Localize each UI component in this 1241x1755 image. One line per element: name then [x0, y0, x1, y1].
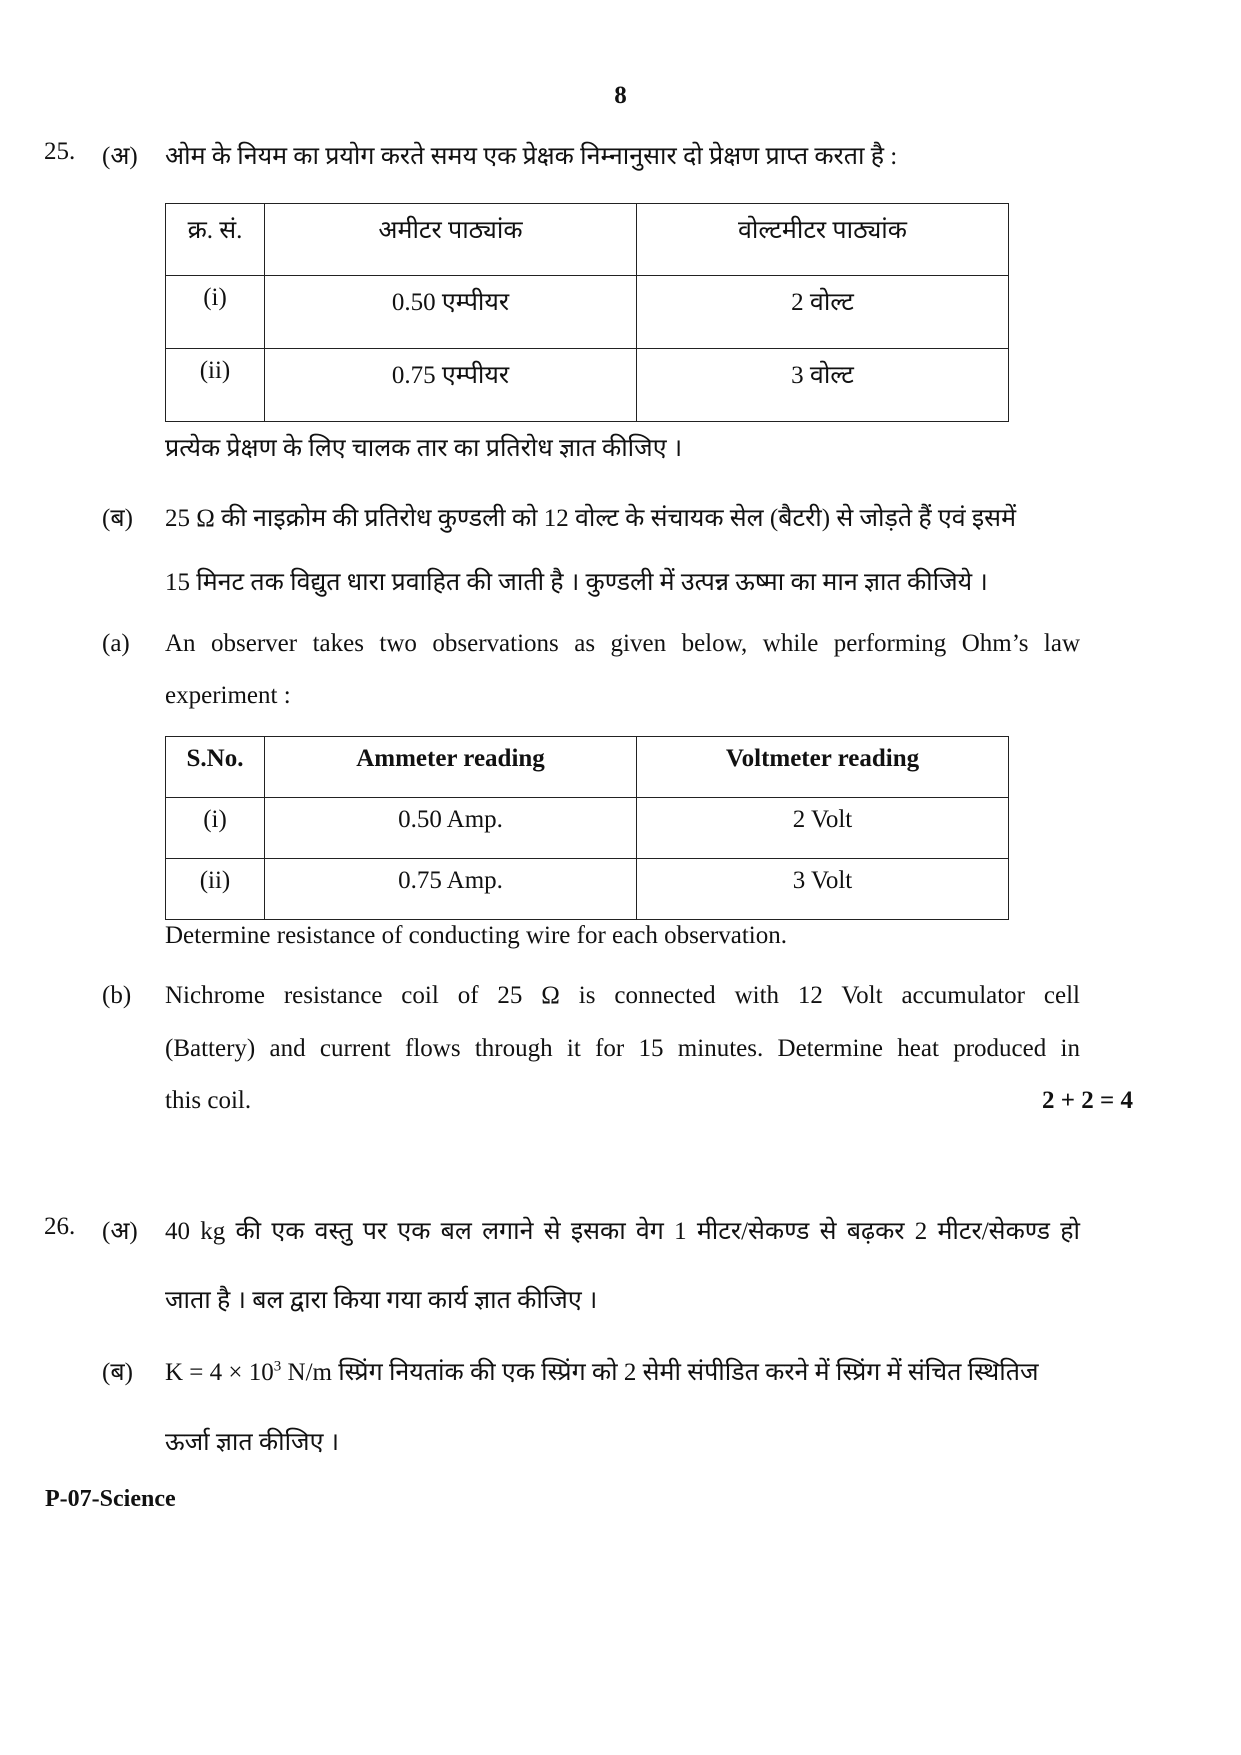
page-number: 8: [614, 82, 627, 109]
q25-a-en-marker: (a): [102, 630, 130, 657]
marks-allocation: 2 + 2 = 4: [1042, 1087, 1133, 1114]
table-header-cell: Ammeter reading: [265, 737, 637, 798]
table-cell: 0.75 Amp.: [265, 859, 637, 920]
table-header-row: [166, 204, 1009, 276]
q25-b-hi-line1: 25 Ω की नाइक्रोम की प्रतिरोध कुण्डली को 12 वोल्ट के संचायक सेल (बैटरी) से जोड़ते हैं एवं इसमें: [165, 505, 1017, 532]
q26-b-hi-line1: [165, 1354, 1039, 1388]
q26-a-hi-line1: 40 kg की एक वस्तु पर एक बल लगाने से इसका वेग 1 मीटर/सेकण्ड से बढ़कर 2 मीटर/सेकण्ड हो: [165, 1218, 1080, 1245]
q25-b-en-line1: Nichrome resistance coil of 25 Ω is connected with 12 Volt accumulator cell: [165, 982, 1080, 1009]
table-header-cell: अमीटर पाठ्यांक: [265, 204, 637, 276]
q25-a-en-instruction: Determine resistance of conducting wire for each observation.: [165, 922, 787, 949]
q25-hindi-table: [165, 203, 1009, 422]
table-row: [166, 276, 1009, 349]
q25-b-en-marker: (b): [102, 982, 132, 1009]
table-cell: 0.75 एम्पीयर: [265, 349, 637, 422]
q25-b-hi-line2: 15 मिनट तक विद्युत धारा प्रवाहित की जाती है । कुण्डली में उत्पन्न ऊष्मा का मान ज्ञात कीजिये ।: [165, 569, 988, 596]
q26-a-hi-marker: (अ): [102, 1218, 138, 1245]
q26-b-hi-marker: (ब): [102, 1359, 133, 1386]
table-cell: (i): [166, 276, 265, 349]
question-number-26: 26.: [44, 1213, 76, 1240]
table-cell: (i): [166, 798, 265, 859]
table-row: [166, 349, 1009, 422]
q25-b-hi-marker: (ब): [102, 505, 133, 532]
table-row: [166, 798, 1009, 859]
table-cell: 0.50 Amp.: [265, 798, 637, 859]
q25-b-en-line2: (Battery) and current flows through it for 15 minutes. Determine heat produced in: [165, 1035, 1080, 1062]
table-cell: (ii): [166, 349, 265, 422]
q25-a-hi-instruction: प्रत्येक प्रेक्षण के लिए चालक तार का प्रतिरोध ज्ञात कीजिए ।: [165, 435, 683, 462]
table-cell: 2 वोल्ट: [637, 276, 1009, 349]
table-header-cell: क्र. सं.: [166, 204, 265, 276]
q25-a-en-line2: experiment :: [165, 682, 291, 709]
table-cell: 3 वोल्ट: [637, 349, 1009, 422]
q25-a-en-line1: An observer takes two observations as given below, while performing Ohm’s law: [165, 630, 1080, 657]
spring-constant-text: K = 4 × 10: [165, 1359, 274, 1386]
table-header-cell: S.No.: [166, 737, 265, 798]
table-cell: 2 Volt: [637, 798, 1009, 859]
table-cell: (ii): [166, 859, 265, 920]
q25-a-hi-marker: (अ): [102, 143, 138, 170]
q26-a-hi-line2: जाता है । बल द्वारा किया गया कार्य ज्ञात कीजिए ।: [165, 1287, 598, 1314]
exponent: 3: [273, 1358, 282, 1375]
footer-paper-code: P-07-Science: [45, 1486, 176, 1512]
table-cell: 3 Volt: [637, 859, 1009, 920]
q26-b-hi-line2: ऊर्जा ज्ञात कीजिए ।: [165, 1429, 340, 1456]
table-header-row: [166, 737, 1009, 798]
q26-b-hi-rest: N/m स्प्रिंग नियतांक की एक स्प्रिंग को 2 सेमी संपीडित करने में स्प्रिंग में संचित स्थितिज: [281, 1359, 1039, 1386]
table-cell: 0.50 एम्पीयर: [265, 276, 637, 349]
table-header-cell: Voltmeter reading: [637, 737, 1009, 798]
q25-a-hi-intro: ओम के नियम का प्रयोग करते समय एक प्रेक्षक निम्नानुसार दो प्रेक्षण प्राप्त करता है :: [165, 143, 898, 170]
q25-b-en-line3: this coil.: [165, 1087, 252, 1114]
table-header-cell: वोल्टमीटर पाठ्यांक: [637, 204, 1009, 276]
question-number-25: 25.: [44, 138, 76, 165]
table-row: [166, 859, 1009, 920]
q25-english-table: [165, 736, 1009, 920]
